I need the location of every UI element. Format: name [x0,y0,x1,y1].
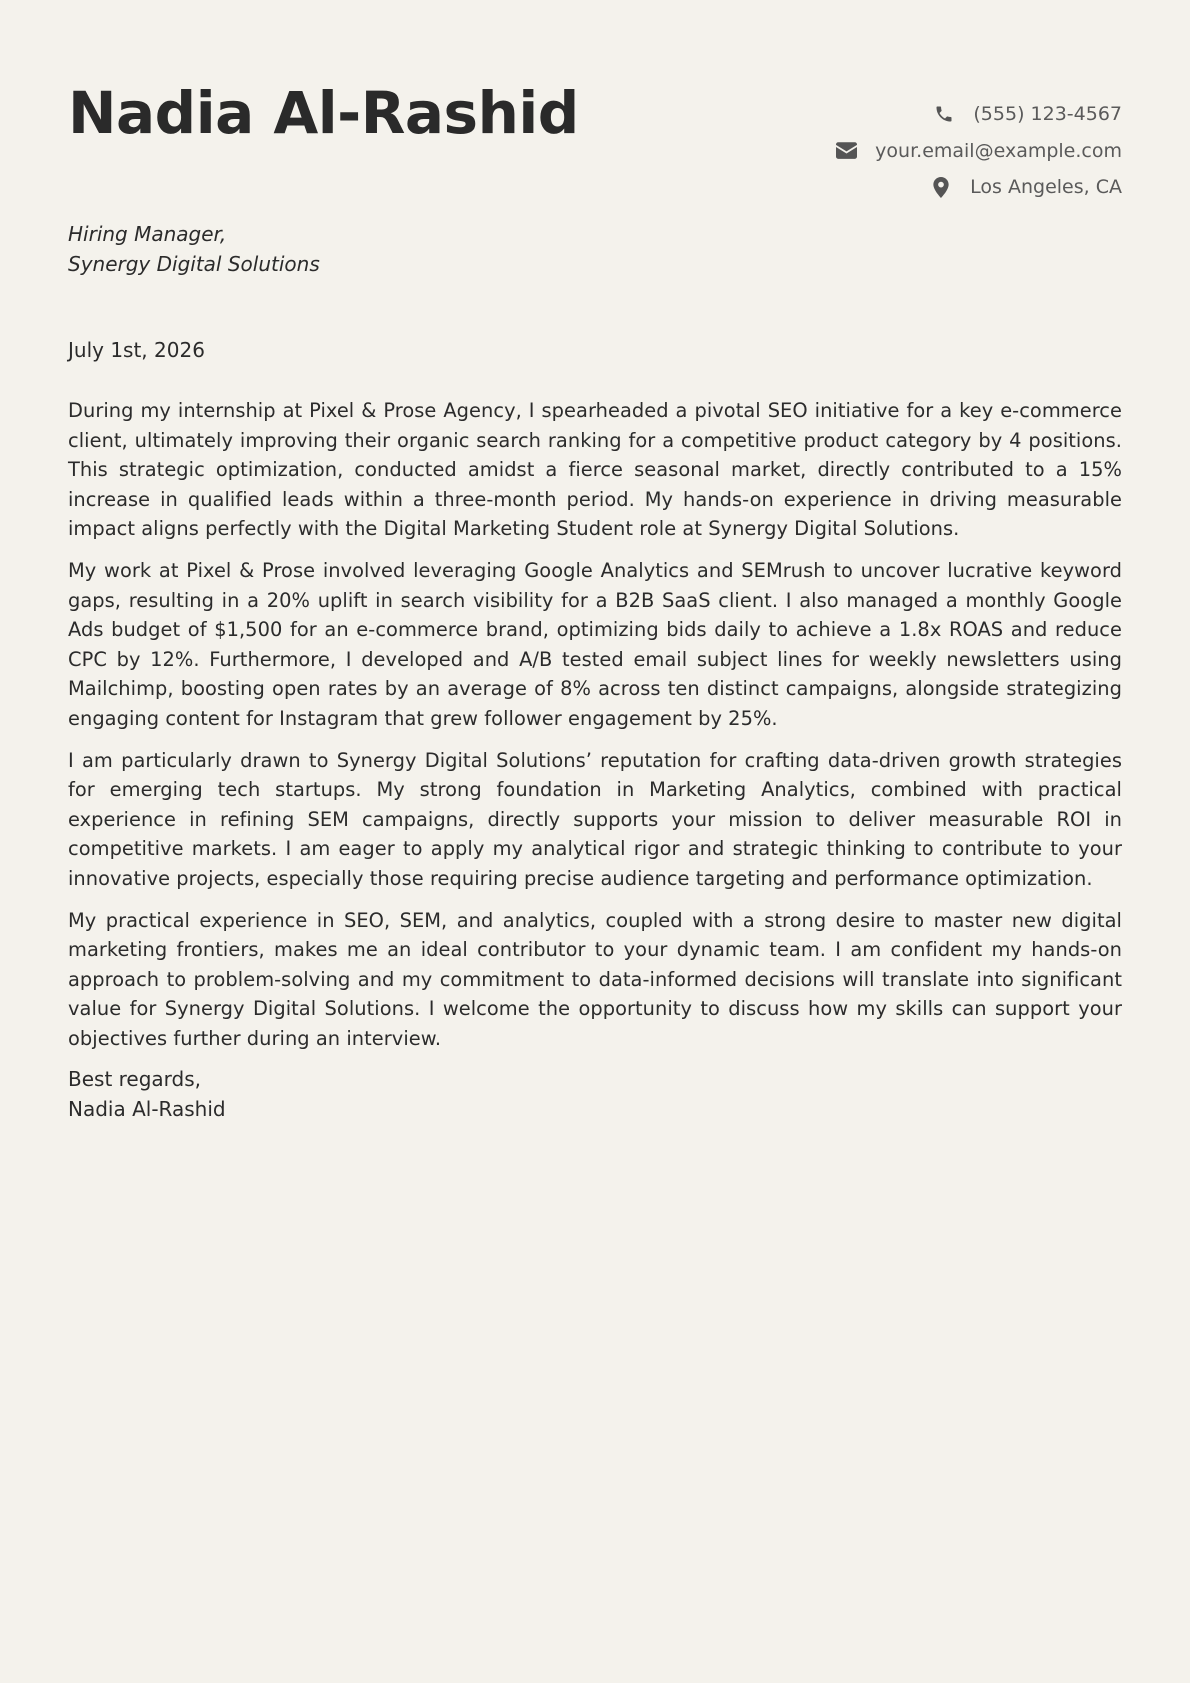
closing-block [68,1065,1122,1124]
letter-header [68,0,1122,200]
map-pin-icon [930,176,952,198]
phone-icon [933,103,955,125]
signature-name: Nadia Al-Rashid [68,1097,226,1122]
body-paragraph: My work at Pixel & Prose involved leveraging Google Analytics and SEMrush to uncover lucrative keyword gaps, resulting in a 20% uplift in search visibility for a B2B SaaS client. I also managed a monthly Google Ads budget of $1,500 for an e-commerce brand, optimizing bids daily to achieve a 1.8x ROAS and reduce CPC by 12%. Furthermore, I developed and A/B tested email subject lines for weekly newsletters using Mailchimp, boosting open rates by an average of 8% across ten distinct campaigns, alongside strategizing engaging content for Instagram that grew follower engagement by 25%. [68,558,1122,730]
location-text: Los Angeles, CA [970,176,1122,199]
recipient-company: Synergy Digital Solutions [68,252,320,276]
phone-text: (555) 123-4567 [973,103,1122,126]
cover-letter-page [68,0,1122,1683]
contact-location [835,169,1122,206]
email-text: your.email@example.com [875,139,1122,162]
letter-date: July 1st, 2026 [68,338,205,362]
body-paragraph: I am particularly drawn to Synergy Digital Solutions’ reputation for crafting data-driven growth strategies for emerging tech startups. My strong foundation in Marketing Analytics, combined with practical experience in refining SEM campaigns, directly supports your mission to deliver measurable ROI in competitive markets. I am eager to apply my analytical rigor and strategic thinking to contribute to your innovative projects, especially those requiring precise audience targeting and performance optimization. [68,748,1122,890]
envelope-icon [835,140,857,162]
letter-body [68,396,1122,1125]
applicant-name: Nadia Al-Rashid [68,79,579,147]
body-paragraph: During my internship at Pixel & Prose Agency, I spearheaded a pivotal SEO initiative for a key e-commerce client, ultimately improving their organic search ranking for a competitive product category by 4 positions. This strategic optimization, conducted amidst a fierce seasonal market, directly contributed to a 15% increase in qualified leads within a three-month period. My hands-on experience in driving measurable impact aligns perfectly with the Digital Marketing Student role at Synergy Digital Solutions. [68,399,1122,541]
recipient-block [68,219,320,279]
contact-block [835,96,1122,206]
recipient-title: Hiring Manager, [68,222,227,246]
body-paragraph: My practical experience in SEO, SEM, and analytics, coupled with a strong desire to master new digital marketing frontiers, makes me an ideal contributor to your dynamic team. I am confident my hands-on approach to problem-solving and my commitment to data-informed decisions will translate into significant value for Synergy Digital Solutions. I welcome the opportunity to discuss how my skills can support your objectives further during an interview. [68,908,1122,1050]
contact-phone [835,96,1122,133]
closing-salutation: Best regards, [68,1067,202,1092]
contact-email [835,133,1122,170]
